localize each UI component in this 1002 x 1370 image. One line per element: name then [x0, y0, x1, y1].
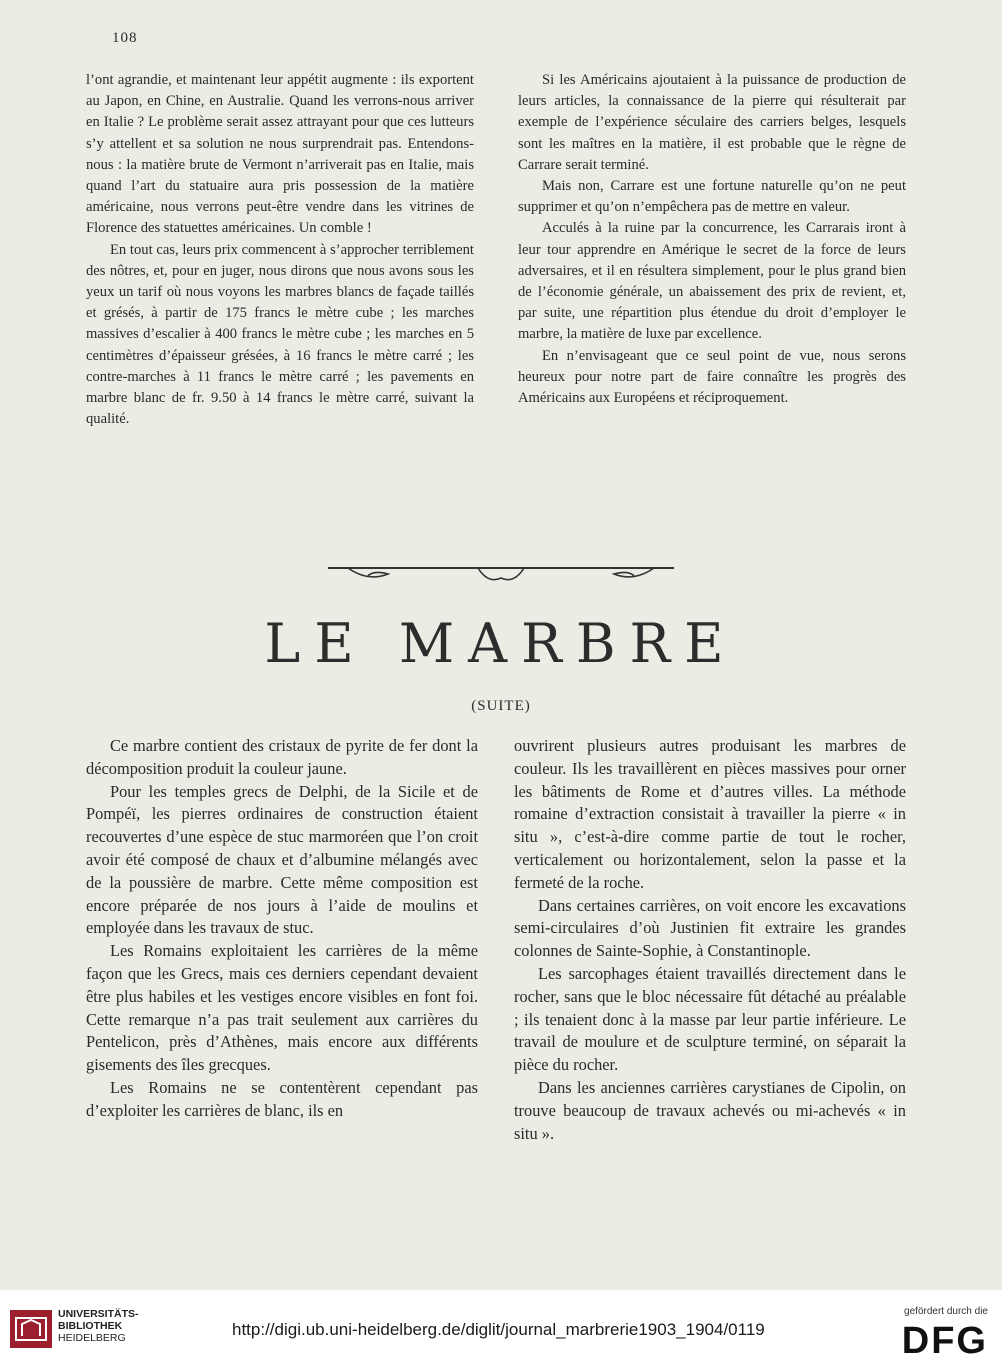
paragraph: Les Romains exploitaient les carrières de la même façon que les Grecs, mais ces derniers cependant devaient être plus habiles et les vestiges encore visibles en font foi. Cette remarque n’a pas trait seulement aux carrières du Pentelicon, près d’Athènes, mais encore aux différents gisements des îles grecques.	[86, 941, 478, 1075]
paragraph: Mais non, Carrare est une fortune naturelle qu’on ne peut supprimer et qu’on n’empêchera pas de mettre en valeur.	[518, 178, 906, 216]
page-number: 108	[112, 30, 138, 46]
institution-name	[58, 1308, 139, 1344]
top-left-column	[86, 70, 474, 430]
paragraph: Si les Américains ajoutaient à la puissance de production de leurs articles, la connaissance de la pierre qui résulterait par exemple de l’expérience séculaire des carriers belges, lesquels sont les maîtres en la matière, il est probable que le règne de Carrare serait terminé.	[518, 72, 906, 173]
paragraph: l’ont agrandie, et maintenant leur appétit augmente : ils exportent au Japon, en Chine, en Australie. Quand les verrons-nous arriver en Italie ? Le problème serait assez attrayant pour que ces lutteurs s’y attellent et sa solution ne nous surprendrait pas. Entendons-nous : la matière brute de Vermont n’arriverait pas en Italie, mais quand l’art du statuaire aura pris possession de la matière américaine, nous verrons peut-être vendre dans les vitrines de Florence des statuettes américaines. Un comble !	[86, 72, 474, 237]
paragraph: ouvrirent plusieurs autres produisant les marbres de couleur. Ils les travaillèrent en pièces massives pour orner les bâtiments de Rome et d’autres villes. La méthode romaine d’extraction consistait à travailler la pierre « in situ », c’est-à-dire comme partie de tout le rocher, verticalement ou horizontalement, selon la passe et la fermeté de la roche.	[514, 736, 906, 892]
source-url-link[interactable]: http://digi.ub.uni-heidelberg.de/diglit/journal_marbrerie1903_1904/0119	[232, 1320, 765, 1339]
article-title: LE MARBRE	[264, 612, 738, 675]
article-subtitle: (SUITE)	[471, 698, 531, 714]
sponsor-label: gefördert durch die	[904, 1306, 988, 1317]
institution-line: HEIDELBERG	[58, 1332, 126, 1344]
top-right-column	[518, 70, 906, 409]
footer-bar	[0, 1290, 1002, 1370]
paragraph: En tout cas, leurs prix commencent à s’approcher terriblement des nôtres, et, pour en juger, nous dirons que nous avons sous les yeux un tarif où nous voyons les marbres blancs de façade taillés et grésés, à partir de 175 francs le mètre cube ; les marches massives d’escalier à 400 francs le mètre cube ; les marches en 5 centimètres d’épaisseur grésées, à 16 francs le mètre carré ; les contre-marches à 11 francs le mètre carré ; les pavements en marbre blanc de fr. 9.50 à 14 francs le mètre carré, suivant la qualité.	[86, 241, 474, 428]
bottom-left-column	[86, 735, 478, 1123]
paragraph: Dans certaines carrières, on voit encore les excavations semi-circulaires d’où Justinien fit extraire les grandes colonnes de Sainte-Sophie, à Constantinople.	[514, 895, 906, 961]
bottom-right-column	[514, 735, 906, 1145]
paragraph: Acculés à la ruine par la concurrence, les Carrarais iront à leur tour apprendre en Amérique le secret de la force de leurs adversaires, et il en résultera simplement, pour le plus grand bien de l’économie générale, un abaissement des prix de revient, et, par suite, une répartition plus étendue du droit d’employer le marbre, la matière de luxe par excellence.	[518, 220, 906, 343]
paragraph: Pour les temples grecs de Delphi, de la Sicile et de Pompéï, les pierres ordinaires de construction étaient recouvertes d’une espèce de stuc marmoréen que l’on croit avoir été composé de chaux et d’albumine mélangés avec de la poussière de marbre. Cette même composition est encore préparée de nos jours à l’aide de moulins et employée dans les travaux de stuc.	[86, 781, 478, 938]
paragraph: Dans les anciennes carrières carystianes de Cipolin, on trouve beaucoup de travaux achevés ou mi-achevés « in situ ».	[514, 1077, 906, 1143]
paragraph: Les Romains ne se contentèrent cependant pas d’exploiter les carrières de blanc, ils en	[86, 1077, 478, 1120]
paragraph: Les sarcophages étaient travaillés directement dans le rocher, sans que le bloc nécessaire fût détaché au préalable ; ils tenaient donc à la masse par leur partie inférieure. Le travail de moulure et de sculpture terminé, on séparait la pièce du rocher.	[514, 963, 906, 1075]
paragraph: Ce marbre contient des cristaux de pyrite de fer dont la décomposition produit la couleur jaune.	[86, 736, 478, 778]
institution-line: UNIVERSITÄTS-	[58, 1308, 139, 1320]
university-seal-icon	[8, 1306, 54, 1352]
dfg-logo: DFG	[901, 1320, 988, 1362]
institution-line: BIBLIOTHEK	[58, 1320, 123, 1332]
paragraph: En n’envisageant que ce seul point de vue, nous serons heureux pour notre part de faire connaître les progrès des Américains aux Européens et réciproquement.	[518, 347, 906, 407]
ornamental-divider	[328, 560, 674, 590]
